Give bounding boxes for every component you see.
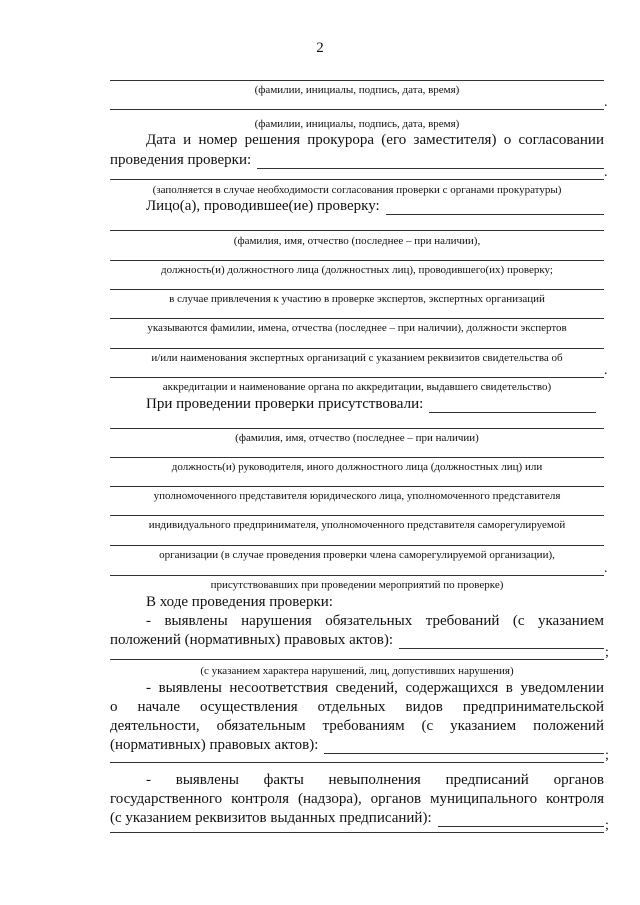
caption-names-1: (фамилии, инициалы, подпись, дата, время) <box>254 84 460 96</box>
caption-present-5: организации (в случае проведения проверки члена саморегулируемой организации), <box>159 549 555 561</box>
caption-present-3: уполномоченного представителя юридического лица, уполномоченного представителя <box>153 490 561 502</box>
caption-prosecutor: (заполняется в случае необходимости согласования проверки с органами прокуратуры) <box>152 184 562 196</box>
failure-line-3 <box>110 810 604 827</box>
inspector-line-5 <box>110 348 604 349</box>
inspector-line-6 <box>110 377 604 378</box>
failure-field[interactable] <box>438 813 604 827</box>
caption-inspector-5: и/или наименования экспертных организаций с указанием реквизитов свидетельства об <box>151 352 563 364</box>
signature-line-2 <box>110 109 604 110</box>
failure-line-2: государственного контроля (надзора), органов муниципального контроля <box>110 791 604 807</box>
mismatch-field[interactable] <box>324 740 604 754</box>
caption-violations: (с указанием характера нарушений, лиц, допустивших нарушения) <box>200 665 514 677</box>
during-heading: В ходе проведения проверки: <box>146 594 333 610</box>
present-field[interactable] <box>429 399 596 413</box>
caption-inspector-3: в случае привлечения к участию в проверке экспертов, экспертных организаций <box>169 293 545 305</box>
failure-field-line <box>110 832 604 833</box>
present-line <box>110 396 604 413</box>
present-line-4 <box>110 515 604 516</box>
page-number: 2 <box>316 40 324 56</box>
caption-present-2: должность(и) руководителя, иного должностного лица (должностных лиц) или <box>171 461 543 473</box>
present-line-5 <box>110 545 604 546</box>
decision-line-2 <box>110 152 604 169</box>
caption-present-1: (фамилия, имя, отчество (последнее – при наличии) <box>235 432 479 444</box>
caption-inspector-2: должность(и) должностного лица (должностных лиц), проводившего(их) проверку; <box>161 264 553 276</box>
present-label: При проведении проверки присутствовали: <box>146 396 424 412</box>
present-line-3 <box>110 486 604 487</box>
inspector-line <box>110 198 604 215</box>
violations-line-2 <box>110 632 604 649</box>
mismatch-line-2: о начале осуществления отдельных видов предпринимательской <box>110 699 604 715</box>
line-end-semicolon: ; <box>605 748 609 763</box>
failure-label: (с указанием реквизитов выданных предписаний): <box>110 810 432 826</box>
caption-inspector-6: аккредитации и наименование органа по аккредитации, выдавшего свидетельство) <box>162 381 552 393</box>
inspector-line-2 <box>110 260 604 261</box>
present-line-1 <box>110 428 604 429</box>
decision-field[interactable] <box>257 155 604 169</box>
present-line-2 <box>110 457 604 458</box>
inspector-line-3 <box>110 289 604 290</box>
present-line-6 <box>110 575 604 576</box>
mismatch-line-1: - выявлены несоответствия сведений, содержащихся в уведомлении <box>146 680 604 696</box>
inspector-line-1 <box>110 230 604 231</box>
mismatch-line-3: деятельности, обязательным требованиям (с указанием положений <box>110 718 604 734</box>
decision-field-line <box>110 179 604 180</box>
inspector-field[interactable] <box>386 201 604 215</box>
violations-line-1: - выявлены нарушения обязательных требований (с указанием <box>146 613 604 629</box>
line-end-dot: . <box>604 95 608 110</box>
mismatch-line-4 <box>110 737 604 754</box>
caption-inspector-4: указываются фамилии, имена, отчества (последнее – при наличии), должности экспертов <box>147 322 567 334</box>
decision-line-1: Дата и номер решения прокурора (его заместителя) о согласовании <box>146 132 604 148</box>
inspector-label: Лицо(а), проводившее(ие) проверку: <box>146 198 380 214</box>
line-end-dot: . <box>604 561 608 576</box>
caption-names-2: (фамилии, инициалы, подпись, дата, время) <box>254 118 460 130</box>
mismatch-field-line <box>110 762 604 763</box>
line-end-semicolon: ; <box>605 818 609 833</box>
violations-field[interactable] <box>399 635 604 649</box>
line-end-semicolon: ; <box>605 645 609 660</box>
decision-label: проведения проверки: <box>110 152 252 168</box>
signature-line-1 <box>110 80 604 81</box>
caption-present-6: присутствовавших при проведении мероприятий по проверке) <box>210 579 504 591</box>
caption-present-4: индивидуального предпринимателя, уполномоченного представителя саморегулируемой <box>148 519 566 531</box>
failure-line-1: - выявлены факты невыполнения предписаний органов <box>146 772 604 788</box>
violations-label: положений (нормативных) правовых актов): <box>110 632 393 648</box>
mismatch-label: (нормативных) правовых актов): <box>110 737 319 753</box>
violations-field-line <box>110 659 604 660</box>
inspector-line-4 <box>110 318 604 319</box>
line-end-dot: . <box>604 363 608 378</box>
caption-inspector-1: (фамилия, имя, отчество (последнее – при наличии), <box>233 235 481 247</box>
line-end-dot: . <box>604 165 608 180</box>
